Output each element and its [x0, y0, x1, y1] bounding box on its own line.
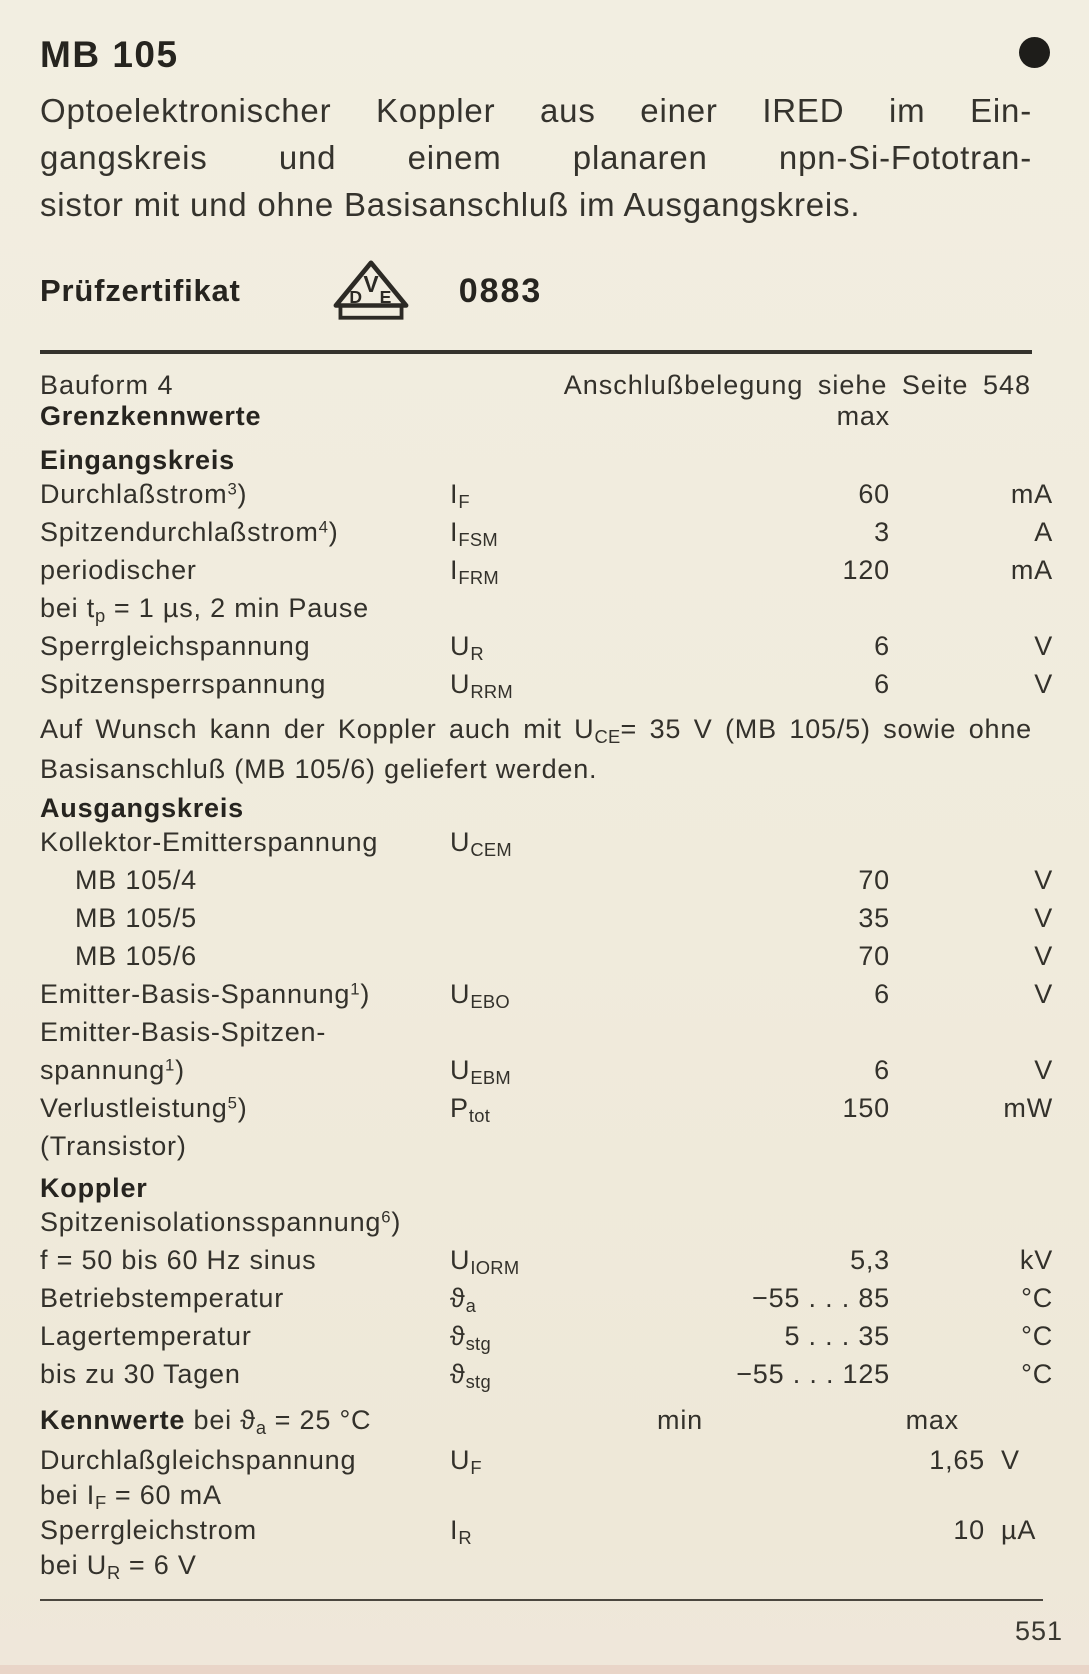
param-value: 35 [858, 903, 890, 934]
param-symbol: $U_{IORM}$ [450, 1245, 520, 1279]
param-unit: °C [1021, 1283, 1053, 1314]
param-label: Sperrgleichspannung [40, 631, 311, 662]
param-label: Spitzensperrspannung [40, 669, 327, 700]
param-label: Spitzenisolationsspannung$^6$) [40, 1207, 402, 1238]
param-value: 6 [874, 1055, 890, 1086]
table-row [40, 1321, 1053, 1359]
table-row [40, 1093, 1053, 1131]
param-label: Lagertemperatur [40, 1321, 252, 1352]
param-label: Kollektor-Emitterspannung [40, 827, 379, 858]
column-header-max: max [905, 1405, 959, 1436]
section-header-input: Eingangskreis [40, 444, 235, 475]
table-row [40, 1445, 1053, 1480]
limits-header-row [40, 401, 1053, 441]
characteristics-title: Kennwerte bei $ϑ_a = 25$ °C [40, 1405, 372, 1439]
param-label: spannung$^1$) [40, 1055, 185, 1086]
param-value: 70 [858, 941, 890, 972]
param-label: Spitzendurchlaßstrom$^4$) [40, 517, 339, 548]
param-value: 150 [842, 1093, 890, 1124]
param-unit: V [1034, 941, 1053, 972]
footnote-marker: 6 [381, 1208, 392, 1228]
param-value: −55 . . . 85 [752, 1283, 890, 1314]
param-symbol: $ϑ_{stg}$ [450, 1359, 491, 1393]
param-symbol: $ϑ_a$ [450, 1283, 477, 1317]
table-row [40, 865, 1053, 903]
param-unit: µA [1001, 1515, 1037, 1546]
condition-note: bei $t_p = 1$ µs, 2 min Pause [40, 593, 369, 627]
table-row [40, 1283, 1053, 1321]
param-label: Durchlaßgleichspannung [40, 1445, 357, 1476]
param-value: 60 [858, 479, 890, 510]
param-label: Durchlaßstrom$^3$) [40, 479, 248, 510]
param-symbol: $P_{tot}$ [450, 1093, 491, 1127]
param-symbol: $ϑ_{stg}$ [450, 1321, 491, 1355]
vde-logo-icon [329, 258, 413, 324]
param-unit: °C [1021, 1321, 1053, 1352]
column-header-max: max [836, 401, 890, 432]
param-value: 5 . . . 35 [784, 1321, 890, 1352]
device-description [40, 87, 1053, 228]
option-note-line: Auf Wunsch kann der Koppler auch mit $U_{CE}= 35$ V (MB 105/5) sowie ohne [40, 714, 1033, 748]
table-row [40, 979, 1053, 1017]
param-value: 10 [953, 1515, 985, 1546]
param-value: 5,3 [850, 1245, 890, 1276]
certificate-number: 0883 [458, 271, 543, 310]
description-line: gangskreis und einem planaren npn-Si-Fototran- [40, 139, 1032, 177]
param-unit: mA [1010, 479, 1053, 510]
param-value: 6 [874, 669, 890, 700]
param-symbol: $U_F$ [450, 1445, 482, 1479]
param-unit: mA [1010, 555, 1053, 586]
param-value: 70 [858, 865, 890, 896]
footnote-marker: 4 [318, 518, 329, 538]
table-note-row [40, 593, 1053, 631]
param-symbol: $U_R$ [450, 631, 484, 665]
param-unit: kV [1019, 1245, 1053, 1276]
param-symbol: $I_F$ [450, 479, 470, 513]
table-row [40, 669, 1053, 707]
param-unit: mW [1003, 1093, 1053, 1124]
param-label: Verlustleistung$^5$) [40, 1093, 248, 1124]
param-label: periodischer [40, 555, 197, 586]
table-row [40, 903, 1053, 941]
param-value: 1,65 [929, 1445, 985, 1476]
param-unit: V [1034, 865, 1053, 896]
param-unit: V [1001, 1445, 1020, 1476]
param-symbol: $I_R$ [450, 1515, 472, 1549]
param-value: 6 [874, 979, 890, 1010]
horizontal-rule-top [40, 350, 1032, 354]
table-row [40, 1245, 1053, 1283]
param-unit: °C [1021, 1359, 1053, 1390]
table-row [40, 1515, 1053, 1550]
param-unit: V [1034, 669, 1053, 700]
param-unit: V [1034, 1055, 1053, 1086]
param-symbol: $U_{EBO}$ [450, 979, 510, 1013]
param-value: 6 [874, 631, 890, 662]
variant-label: MB 105/6 [75, 941, 197, 972]
param-value: 120 [842, 555, 890, 586]
param-unit: V [1034, 979, 1053, 1010]
table-row [40, 1017, 1053, 1055]
table-note-row [40, 1480, 1053, 1515]
param-unit: V [1034, 903, 1053, 934]
param-label: (Transistor) [40, 1131, 187, 1162]
description-line: sistor mit und ohne Basisanschluß im Ausgangskreis. [40, 186, 861, 224]
param-label: Emitter-Basis-Spitzen- [40, 1017, 327, 1048]
certificate-label: Prüfzertifikat [40, 273, 241, 309]
page-title: MB 105 [40, 34, 179, 75]
param-symbol: $U_{CEM}$ [450, 827, 513, 861]
variant-label: MB 105/5 [75, 903, 197, 934]
page-number: 551 [1014, 1616, 1063, 1646]
table-row [40, 827, 1053, 865]
table-row [40, 517, 1053, 555]
option-note-line: Basisanschluß (MB 105/6) geliefert werden. [40, 754, 598, 785]
table-row [40, 631, 1053, 669]
param-symbol: $U_{EBM}$ [450, 1055, 511, 1089]
table-row [40, 1207, 1053, 1245]
param-symbol: $I_{FSM}$ [450, 517, 498, 551]
footnote-marker: 3 [227, 480, 238, 500]
section-header-coupler: Koppler [40, 1172, 148, 1203]
param-label: bis zu 30 Tagen [40, 1359, 241, 1390]
param-unit: V [1034, 631, 1053, 662]
vde-letter-e: E [379, 287, 392, 308]
bauform-row [40, 370, 1053, 401]
param-unit: A [1034, 517, 1053, 548]
table-row [40, 1055, 1053, 1093]
param-label: Betriebstemperatur [40, 1283, 285, 1314]
param-label: Emitter-Basis-Spannung$^1$) [40, 979, 371, 1010]
footnote-marker: 5 [227, 1094, 238, 1114]
horizontal-rule-bottom [40, 1599, 1043, 1601]
param-symbol: $I_{FRM}$ [450, 555, 499, 589]
bauform-label: Bauform 4 [40, 370, 174, 401]
variant-label: MB 105/4 [75, 865, 197, 896]
param-value: −55 . . . 125 [736, 1359, 890, 1390]
param-label: Sperrgleichstrom [40, 1515, 257, 1546]
table-row [40, 555, 1053, 593]
vde-logo-icon [329, 258, 413, 324]
column-header-min: min [657, 1405, 703, 1436]
description-line: Optoelektronischer Koppler aus einer IRED im Ein- [40, 92, 1032, 130]
table-row [40, 479, 1053, 517]
param-symbol: $U_{RRM}$ [450, 669, 514, 703]
param-label: f = 50 bis 60 Hz sinus [40, 1245, 317, 1276]
limits-title: Grenzkennwerte [40, 401, 262, 432]
table-row [40, 1359, 1053, 1397]
footnote-marker: 1 [350, 980, 361, 1000]
certificate-row [40, 248, 1053, 334]
table-note-row [40, 1550, 1053, 1585]
vde-letter-v: V [363, 271, 379, 298]
index-dot [1019, 37, 1050, 68]
table-row [40, 1131, 1053, 1169]
option-note [40, 709, 1053, 789]
table-row [40, 941, 1053, 979]
param-value: 3 [874, 517, 890, 548]
condition-note: bei $U_R = 6$ V [40, 1550, 197, 1584]
vde-letter-d: D [349, 287, 362, 308]
pinout-reference: Anschlußbelegung siehe Seite 548 [563, 370, 1031, 401]
section-header-output: Ausgangskreis [40, 792, 244, 823]
condition-note: bei $I_F = 60$ mA [40, 1480, 222, 1514]
characteristics-header-row [40, 1405, 1053, 1445]
footnote-marker: 1 [165, 1056, 176, 1076]
